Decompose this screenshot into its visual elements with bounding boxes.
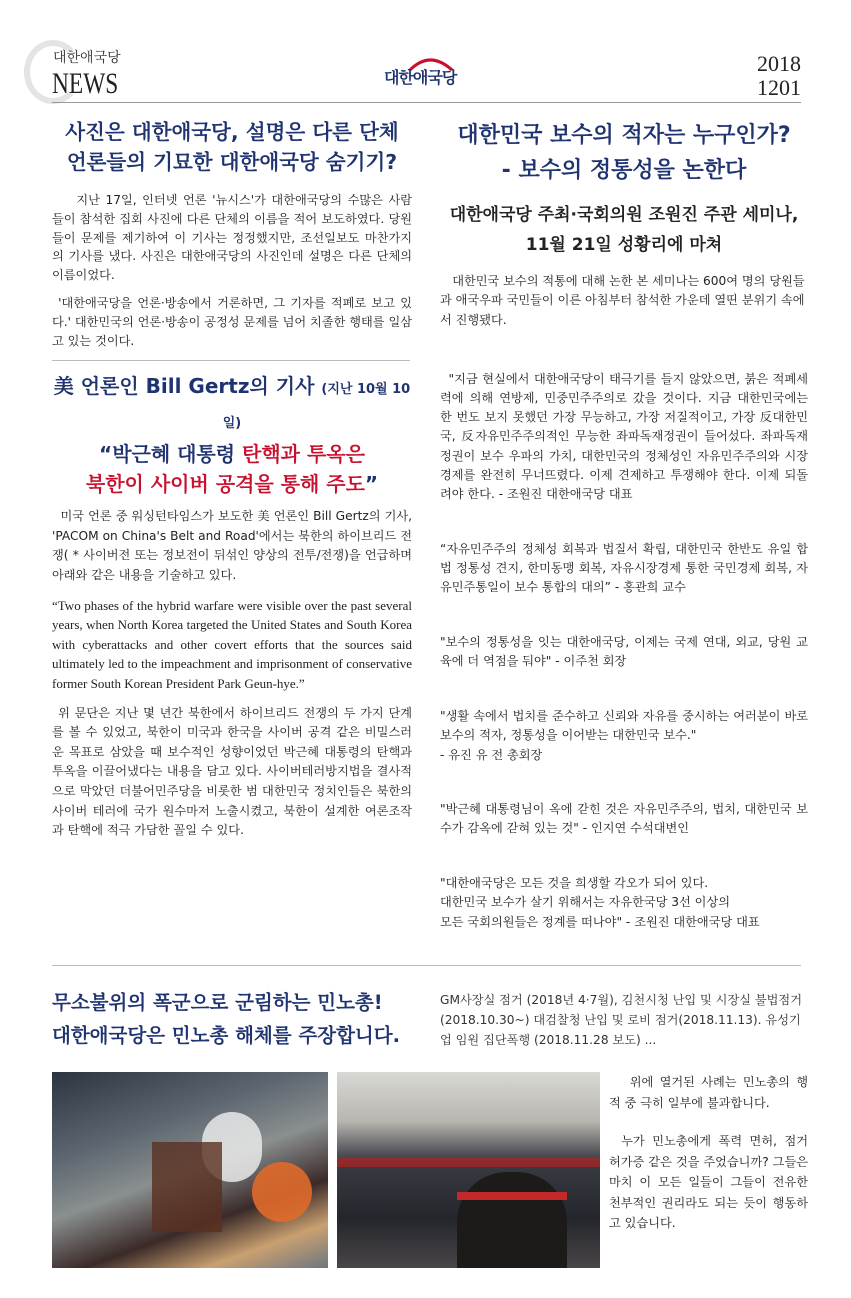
- article1-paragraph: '대한애국당을 언론·방송에서 거론하면, 그 기자를 적폐로 보고 있다.' 대한민국의 언론·방송이 공정성 문제를 넘어 치졸한 행태를 일삼고 있는 것이다.: [52, 296, 412, 348]
- article3-quote: “자유민주주의 정체성 회복과 법질서 확립, 대한민국 한반도 유일 합법 정통성 견지, 한미동맹 회복, 자유시장경제 통한 국민경제 회복, 자유민주통일이 보수 통합의 대의” - 홍관희 교수: [440, 541, 808, 595]
- article2-english-quote: “Two phases of the hybrid warfare were visible over the past several years, when North Korea targeted the United States and South Korea with cyberattacks and other covert efforts that the sources said ultimately led to the impeachment and imprisonment of conservative former South Korean President Park Geun-hye.”: [52, 597, 412, 691]
- left-column: [52, 118, 412, 851]
- article4-header: [52, 986, 808, 1052]
- article1-title-line2: 언론들의 기묘한 대한애국당 숨기기?: [66, 149, 398, 174]
- photo-union-crowd: [337, 1072, 600, 1268]
- top-columns: [52, 118, 808, 951]
- left-column-divider: [52, 360, 410, 361]
- article3-quote: "지금 현실에서 대한애국당이 태극기를 들지 않았으면, 붉은 적폐세력에 의해 연방제, 민중민주주의로 갔을 것이다. 지금 대한민국에는 한 번도 보지 못했던 가장 무능하고, 가장 저질적이고, 가장 反대한민국, 反자유민주주의적인 무능한 좌파독재정권이 들어섰다. 좌파독재정권이 보수 우파의 가치, 대한민국의 정체성인 자유민주주의와 시장경제를 완전히 무너뜨렸다. 이제 견제하고 투쟁해야 한다. 이제 되돌려야 한다. - 조원진 대한애국당 대표: [440, 371, 808, 502]
- article4-title-line1: 무소불위의 폭군으로 군림하는 민노총!: [52, 991, 383, 1015]
- article3-title-line1: 대한민국 보수의 적자는 누구인가?: [457, 123, 791, 148]
- article3-quote: "박근혜 대통령님이 옥에 갇힌 것은 자유민주주의, 법치, 대한민국 보수가 감옥에 갇혀 있는 것" - 인지연 수석대변인: [440, 802, 808, 836]
- article2-title-line3-navy: ”: [364, 472, 379, 497]
- article3-subtitle-line1: 대한애국당 주최·국회의원 조원진 주관 세미나,: [449, 205, 799, 225]
- logo-text: 대한애국당: [384, 68, 457, 87]
- brand-news: NEWS: [52, 67, 119, 100]
- masthead: [0, 0, 851, 104]
- article2-paragraph: 미국 언론 중 워싱턴타임스가 보도한 美 언론인 Bill Gertz의 기사, 'PACOM on China's Belt and Road'에서는 북한의 하이브리드 전쟁( * 사이버전 또는 정보전이 뒤섞인 양상의 전투/전쟁)을 언급하며 아래와 같은 내용을 기술하고 있다.: [52, 509, 412, 582]
- article3-subtitle-line2: 11월 21일 성황리에 마쳐: [525, 235, 723, 255]
- article3-quote: "생활 속에서 법치를 준수하고 신뢰와 자유를 중시하는 여러분이 바로 보수의 적자, 정통성을 이어받는 대한민국 보수." - 유진 유 전 총회장: [440, 708, 808, 762]
- article4-incidents: GM사장실 점거 (2018년 4·7월), 김천시청 난입 및 시장실 불법점거 (2018.10.30~) 대검찰청 난입 및 로비 점거(2018.11.13). 유성기업 임원 집단폭행 (2018.11.28 보도) ...: [440, 993, 802, 1048]
- article3-intro: 대한민국 보수의 적통에 대해 논한 본 세미나는 600여 명의 당원들과 애국우파 국민들이 이른 아침부터 참석한 가운데 열띤 분위기 속에서 진행됐다.: [440, 274, 805, 327]
- article2-title-date: (지난 10월 10일): [222, 382, 411, 432]
- brand-small: 대한애국당: [53, 50, 121, 66]
- article2-paragraph: 위 문단은 지난 몇 년간 북한에서 하이브리드 전쟁의 두 가지 단계를 볼 수 있었고, 북한이 미국과 한국을 사이버 공격 같은 비밀스러운 목표로 삼았을 때 보수적인 성향이었던 박근혜 대통령의 탄핵과 투옥을 이끌어냈다는 내용을 담고 있다. 사이버테러방지법을 결사적으로 막았던 더불어민주당을 비롯한 범 대한민국 정치인들은 북한의 사이버 테러에 국가 원수마저 노출시켰고, 북한이 설계한 여론조작과 탄핵에 적극 가담한 꼴일 수 있다.: [52, 705, 412, 838]
- masthead-rule: [52, 102, 801, 103]
- section-divider: [52, 965, 801, 966]
- party-logo: [380, 52, 480, 92]
- article3-quote: "대한애국당은 모든 것을 희생할 각오가 되어 있다. 대한민국 보수가 살기 위해서는 자유한국당 3선 이상의 모든 국회의원들은 정계를 떠나야" - 조원진 대한애국당 대표: [440, 876, 760, 929]
- article3-quote: "보수의 정통성을 잇는 대한애국당, 이제는 국제 연대, 외교, 당원 교육에 더 역점을 둬야" - 이주천 회장: [440, 635, 808, 669]
- issue-date: 1201: [757, 75, 801, 100]
- article2-title-line2-navy: “박근혜 대통령: [99, 442, 243, 467]
- article2-title-line1: 美 언론인 Bill Gertz의 기사: [53, 374, 315, 399]
- article-bill-gertz: [52, 371, 412, 841]
- article1-paragraph: 지난 17일, 인터넷 언론 '뉴시스'가 대한애국당의 수많은 사람들이 참석한 집회 사진에 다른 단체의 이름을 적어 보도하였다. 당원들이 문제를 제기하여 이 기사는 정정했지만, 조선일보도 마찬가지의 기사를 냈다. 사진은 대한애국당의 사진인데 설명은 다른 단체의 이름이었다.: [52, 193, 412, 282]
- article4-title-line2: 대한애국당은 민노총 해체를 주장합니다.: [52, 1024, 401, 1048]
- article2-title-line2-red: 탄핵과 투옥은: [242, 442, 365, 467]
- article2-title-line3-red: 북한이 사이버 공격을 통해 주도: [85, 472, 365, 497]
- article4-title: [52, 986, 432, 1052]
- issue-year: 2018: [757, 51, 801, 76]
- article3-title-line2: - 보수의 정통성을 논한다: [501, 158, 747, 183]
- article4-paragraph: 누가 민노총에게 폭력 면허, 점거 허가증 같은 것을 주었습니까? 그들은 마치 이 모든 일들이 그들이 전유한 천부적인 권리라도 되는 듯이 행동하고 있습니다.: [609, 1134, 808, 1231]
- article1-title-line1: 사진은 대한애국당, 설명은 다른 단체: [65, 120, 399, 144]
- photo-injured-member: [52, 1072, 328, 1268]
- article4-paragraph: 위에 열거된 사례는 민노총의 행적 중 극히 일부에 불과합니다.: [609, 1075, 808, 1110]
- article-seminar: [440, 118, 808, 951]
- article4-content: [52, 1072, 808, 1298]
- article-photo-caption: [52, 118, 412, 350]
- article4-body: [609, 1072, 808, 1244]
